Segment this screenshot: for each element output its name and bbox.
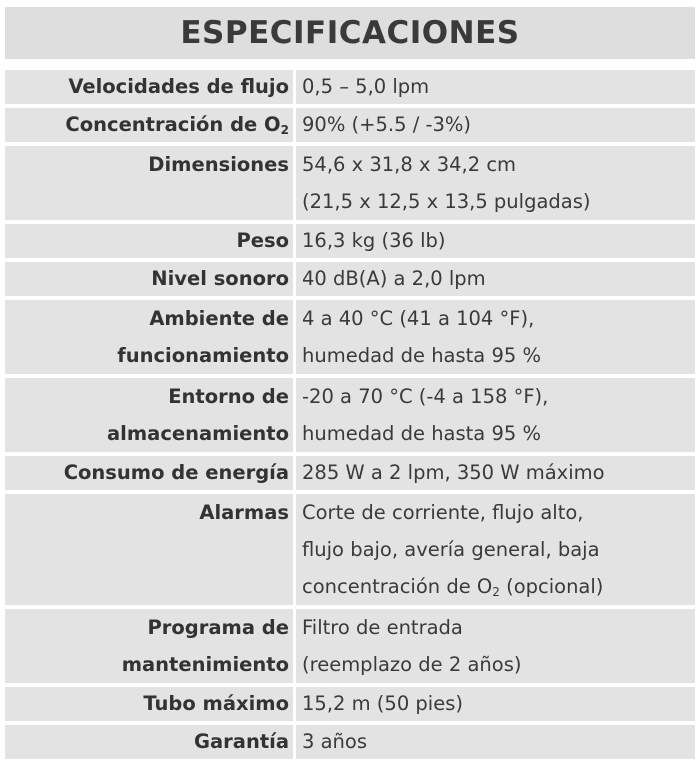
spec-value-line — [302, 725, 695, 759]
spec-label — [5, 494, 296, 605]
spec-value-line — [302, 687, 695, 721]
spec-value-line — [302, 183, 695, 220]
spec-table-body — [5, 70, 695, 759]
subscript: 2 — [492, 585, 500, 599]
spec-value-text: flujo bajo, avería general, baja — [302, 538, 600, 561]
spec-value-line — [302, 378, 695, 415]
spec-row — [5, 609, 695, 683]
spec-value-line — [302, 70, 695, 104]
spec-value-line — [302, 262, 695, 296]
spec-value-line — [302, 531, 695, 568]
spec-title: ESPECIFICACIONES — [5, 7, 695, 59]
spec-value — [296, 224, 695, 258]
spec-label-line — [5, 262, 289, 296]
spec-value-line — [302, 415, 695, 452]
spec-value — [296, 725, 695, 759]
spec-value-text: Corte de corriente, flujo alto, — [302, 501, 584, 524]
spec-value-line — [302, 456, 695, 490]
spec-row — [5, 108, 695, 142]
spec-label — [5, 262, 296, 296]
spec-label-text: Concentración de O — [65, 113, 281, 136]
spec-label — [5, 146, 296, 220]
spec-label-text: almacenamiento — [107, 422, 289, 445]
spec-label-text: Nivel sonoro — [151, 267, 289, 290]
spec-label — [5, 456, 296, 490]
spec-label-line — [5, 146, 289, 183]
spec-value-line — [302, 108, 695, 142]
spec-label-text: Programa de — [147, 616, 289, 639]
spec-label — [5, 725, 296, 759]
spec-value-text: 16,3 kg (36 lb) — [302, 229, 446, 252]
spec-value — [296, 300, 695, 374]
spec-label-line — [5, 494, 289, 531]
spec-value-text: humedad de hasta 95 % — [302, 422, 541, 445]
spec-label-text: Dimensiones — [148, 153, 289, 176]
spec-label-line — [5, 609, 289, 646]
spec-label — [5, 609, 296, 683]
spec-value-tail: (opcional) — [499, 575, 604, 598]
spec-label-text: Velocidades de flujo — [68, 75, 289, 98]
spec-value-line — [302, 568, 695, 605]
spec-label — [5, 378, 296, 452]
spec-value-text: concentración de O — [302, 575, 493, 598]
spec-label — [5, 70, 296, 104]
spec-value-text: Filtro de entrada — [302, 616, 463, 639]
spec-value-text: 3 años — [302, 730, 368, 753]
spec-value — [296, 70, 695, 104]
spec-label-line — [5, 108, 289, 142]
spec-row — [5, 725, 695, 759]
spec-value-text: (reemplazo de 2 años) — [302, 653, 522, 676]
spec-value-line — [302, 337, 695, 374]
spec-label-text: Consumo de energía — [63, 461, 289, 484]
spec-label-line — [5, 646, 289, 683]
spec-label-text: Tubo máximo — [143, 692, 289, 715]
spec-label — [5, 224, 296, 258]
spec-label-text: Peso — [236, 229, 289, 252]
spec-value-text: humedad de hasta 95 % — [302, 344, 541, 367]
spec-value-text: 285 W a 2 lpm, 350 W máximo — [302, 461, 605, 484]
spec-value-text: (21,5 x 12,5 x 13,5 pulgadas) — [302, 190, 591, 213]
spec-row — [5, 300, 695, 374]
spec-label — [5, 300, 296, 374]
spec-row — [5, 494, 695, 605]
spec-value — [296, 687, 695, 721]
spec-value-text: -20 a 70 °C (-4 a 158 °F), — [302, 385, 549, 408]
spec-label-line — [5, 456, 289, 490]
spec-label-text: Ambiente de — [149, 307, 289, 330]
spec-row — [5, 456, 695, 490]
spec-label-line — [5, 337, 289, 374]
spec-label — [5, 108, 296, 142]
spec-label — [5, 687, 296, 721]
spec-row — [5, 70, 695, 104]
spec-label-line — [5, 725, 289, 759]
spec-row — [5, 378, 695, 452]
spec-label-line — [5, 70, 289, 104]
spec-value-line — [302, 224, 695, 258]
spec-value-text: 0,5 – 5,0 lpm — [302, 75, 430, 98]
spec-label-text: Garantía — [194, 730, 289, 753]
spec-label-text: Alarmas — [199, 501, 289, 524]
spec-label-line — [5, 687, 289, 721]
spec-label-line — [5, 300, 289, 337]
spec-value — [296, 146, 695, 220]
spec-label-line — [5, 378, 289, 415]
spec-value-text: 40 dB(A) a 2,0 lpm — [302, 267, 486, 290]
spec-value — [296, 378, 695, 452]
spec-value — [296, 456, 695, 490]
spec-label-text: mantenimiento — [121, 653, 289, 676]
spec-label-text: Entorno de — [168, 385, 289, 408]
spec-value — [296, 108, 695, 142]
spec-value-line — [302, 300, 695, 337]
spec-row — [5, 146, 695, 220]
subscript: 2 — [280, 123, 289, 137]
spec-label-line — [5, 224, 289, 258]
spec-value-line — [302, 146, 695, 183]
spec-value-line — [302, 646, 695, 683]
spec-value-text: 15,2 m (50 pies) — [302, 692, 463, 715]
spec-row — [5, 262, 695, 296]
spec-value — [296, 494, 695, 605]
spec-value-text: 4 a 40 °C (41 a 104 °F), — [302, 307, 535, 330]
spec-table — [5, 66, 695, 763]
spec-value-line — [302, 494, 695, 531]
spec-label-line — [5, 415, 289, 452]
spec-row — [5, 224, 695, 258]
spec-label-text: funcionamiento — [117, 344, 289, 367]
spec-value — [296, 609, 695, 683]
spec-row — [5, 687, 695, 721]
spec-value-text: 90% (+5.5 / -3%) — [302, 113, 472, 136]
spec-value-line — [302, 609, 695, 646]
spec-value-text: 54,6 x 31,8 x 34,2 cm — [302, 153, 517, 176]
spec-value — [296, 262, 695, 296]
